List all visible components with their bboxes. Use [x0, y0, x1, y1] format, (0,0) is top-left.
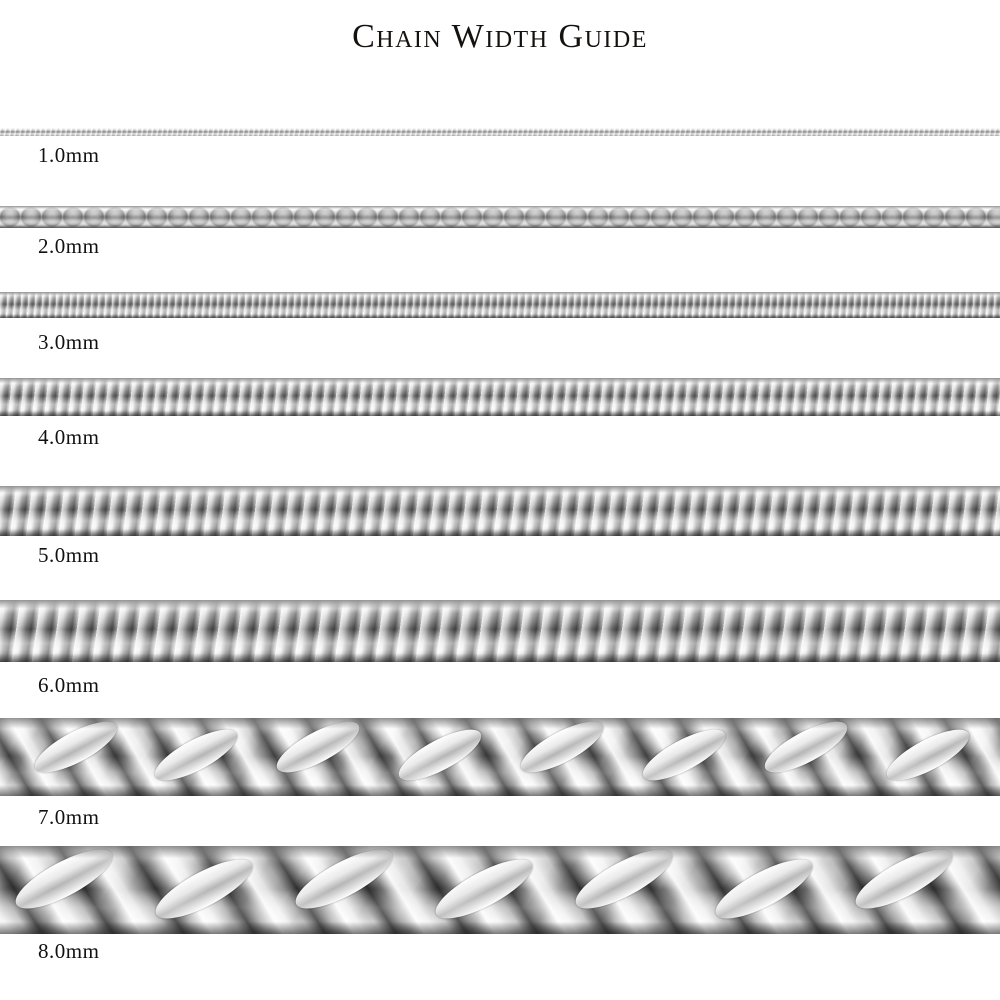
chain-image-3mm [0, 292, 1000, 318]
chain-image-4mm [0, 378, 1000, 416]
chain-image-6mm [0, 600, 1000, 662]
chain-image-8mm [0, 846, 1000, 934]
chain-label-6mm: 6.0mm [38, 673, 100, 697]
chain-label-2mm: 2.0mm [38, 234, 100, 258]
chain-image-7mm [0, 718, 1000, 796]
chain-label-4mm: 4.0mm [38, 425, 100, 449]
chain-label-3mm: 3.0mm [38, 330, 100, 354]
chain-image-1mm [0, 128, 1000, 136]
chain-label-5mm: 5.0mm [38, 543, 100, 567]
chain-label-7mm: 7.0mm [38, 805, 100, 829]
chain-label-1mm: 1.0mm [38, 143, 100, 167]
chain-label-8mm: 8.0mm [38, 939, 100, 963]
chain-image-2mm [0, 206, 1000, 228]
page-title: Chain Width Guide [352, 18, 648, 55]
chain-image-5mm [0, 486, 1000, 536]
